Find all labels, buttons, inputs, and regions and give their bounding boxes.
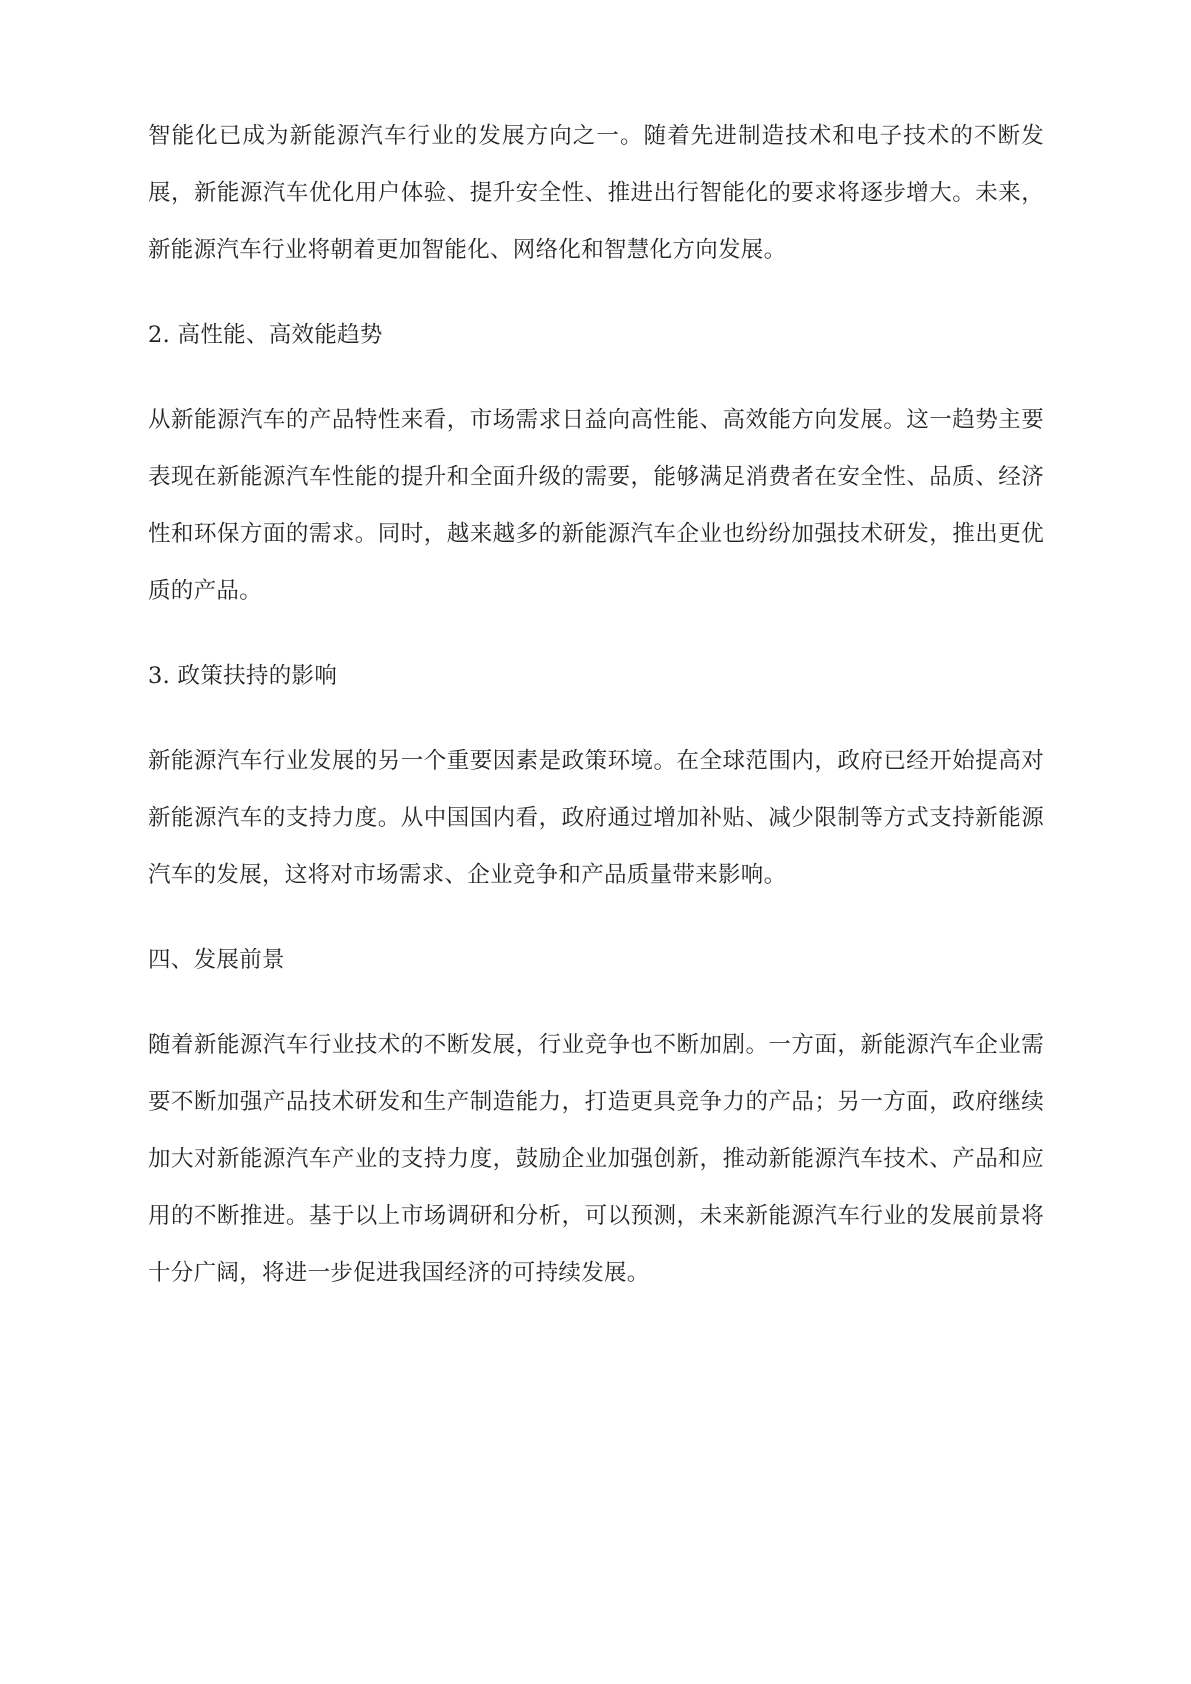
heading-development-outlook: 四、发展前景	[148, 947, 285, 973]
heading-policy-support: 3. 政策扶持的影响	[148, 663, 338, 689]
paragraph-high-performance: 从新能源汽车的产品特性来看，市场需求日益向高性能、高效能方向发展。这一趋势主要表现在新能源汽车性能的提升和全面升级的需要，能够满足消费者在安全性、品质、经济性和环保方面的需求。同时，越来越多的新能源汽车企业也纷纷加强技术研发，推出更优质的产品。	[148, 407, 1044, 604]
paragraph-policy-support: 新能源汽车行业发展的另一个重要因素是政策环境。在全球范围内，政府已经开始提高对新能源汽车的支持力度。从中国国内看，政府通过增加补贴、减少限制等方式支持新能源汽车的发展，这将对市场需求、企业竞争和产品质量带来影响。	[148, 748, 1044, 888]
paragraph-development-outlook: 随着新能源汽车行业技术的不断发展，行业竞争也不断加剧。一方面，新能源汽车企业需要不断加强产品技术研发和生产制造能力，打造更具竞争力的产品；另一方面，政府继续加大对新能源汽车产业的支持力度，鼓励企业加强创新，推动新能源汽车技术、产品和应用的不断推进。基于以上市场调研和分析，可以预测，未来新能源汽车行业的发展前景将十分广阔，将进一步促进我国经济的可持续发展。	[148, 1032, 1044, 1286]
paragraph-intelligence-trend: 智能化已成为新能源汽车行业的发展方向之一。随着先进制造技术和电子技术的不断发展，新能源汽车优化用户体验、提升安全性、推进出行智能化的要求将逐步增大。未来，新能源汽车行业将朝着更加智能化、网络化和智慧化方向发展。	[148, 123, 1044, 263]
document-body	[148, 108, 1044, 1330]
heading-high-performance: 2. 高性能、高效能趋势	[148, 322, 383, 348]
